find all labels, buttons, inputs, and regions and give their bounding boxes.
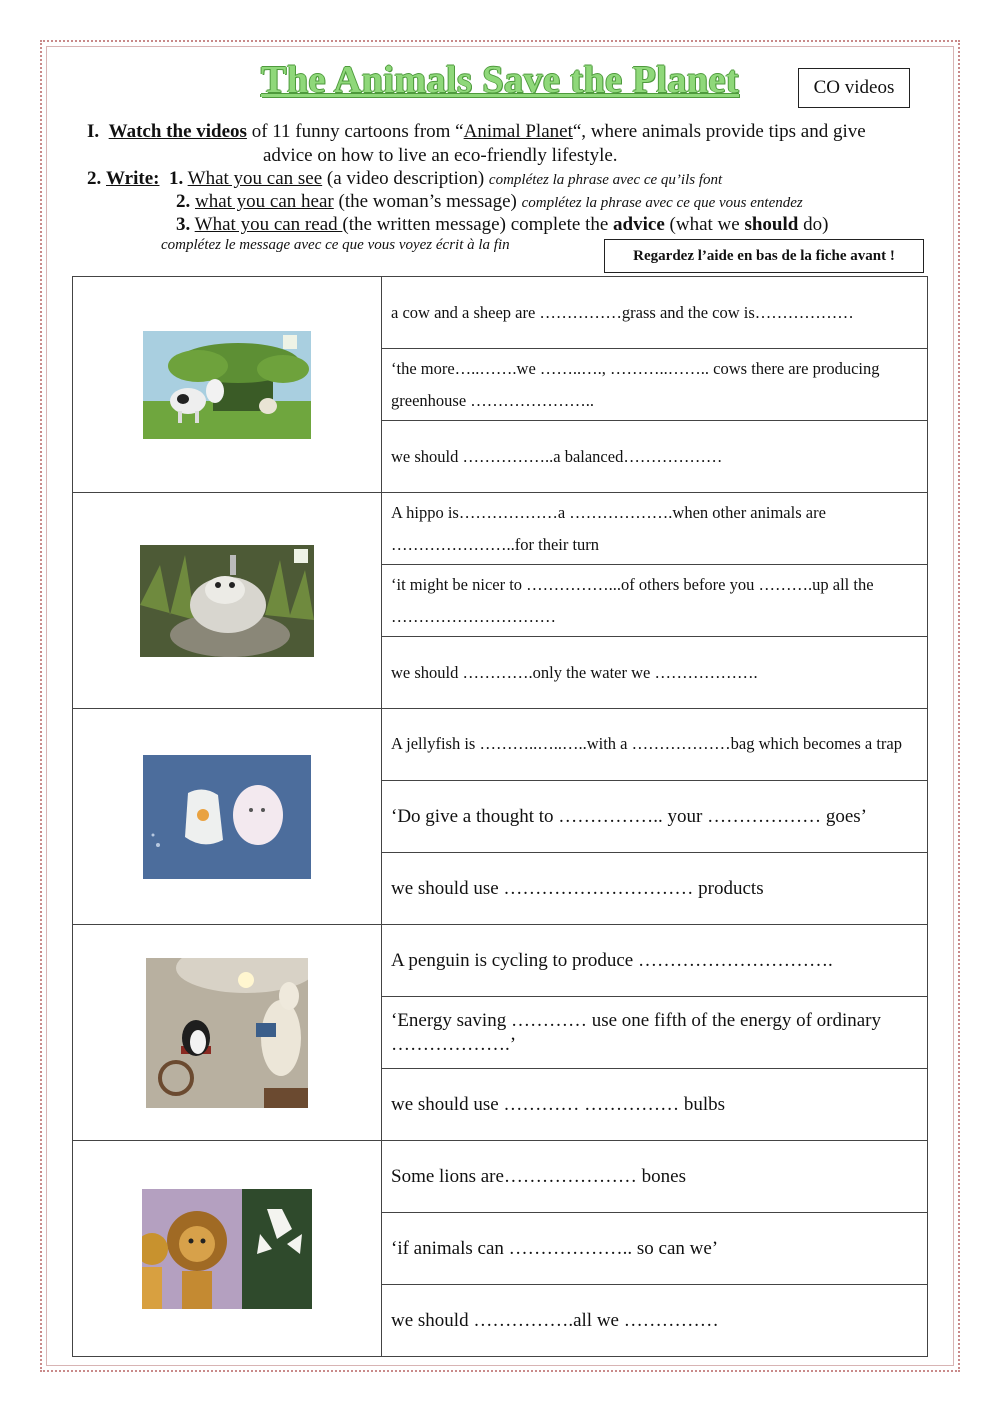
should-word: should xyxy=(744,214,799,235)
instruction-step2 xyxy=(176,191,803,213)
video-row xyxy=(73,1141,928,1213)
step3-text-3: do) xyxy=(798,214,829,235)
step1-label: What you can see xyxy=(187,168,323,189)
instruction-number: I. xyxy=(87,121,100,142)
co-videos-badge: CO videos xyxy=(798,68,910,108)
step1-number: 1. xyxy=(168,168,184,189)
cow-sheep-video-thumbnail xyxy=(143,331,311,439)
read-sentence: we should use ………………………… products xyxy=(382,853,928,925)
video-row xyxy=(73,277,928,349)
animal-planet-link: Animal Planet xyxy=(463,121,573,142)
step3-french: complétez le message avec ce que vous voyez écrit à la fin xyxy=(161,237,510,253)
penguin-video-thumbnail xyxy=(146,958,308,1108)
video-thumbnail-cell xyxy=(73,925,382,1141)
instruction-watch-line2: advice on how to live an eco-friendly lifestyle. xyxy=(263,145,618,166)
video-thumbnail-cell xyxy=(73,1141,382,1357)
watch-text: of 11 funny cartoons from “ xyxy=(246,121,464,142)
help-note-box: Regardez l’aide en bas de la fiche avant ! xyxy=(604,239,924,273)
hear-sentence: ‘Do give a thought to …………….. your ……………… goes’ xyxy=(382,781,928,853)
see-sentence: A penguin is cycling to produce …………………………. xyxy=(382,925,928,997)
read-sentence: we should ……………..a balanced……………… xyxy=(382,421,928,493)
read-sentence: we should ………….only the water we ………………. xyxy=(382,637,928,709)
instruction-write xyxy=(87,168,722,190)
read-sentence: we should …………….all we …………… xyxy=(382,1285,928,1357)
step2-label: what you can hear xyxy=(195,191,334,212)
video-row xyxy=(73,709,928,781)
jellyfish-video-thumbnail xyxy=(143,755,311,879)
step3-text-2: (what we xyxy=(664,214,745,235)
hear-sentence: ‘Energy saving ………… use one fifth of the energy of ordinary ……………….’ xyxy=(382,997,928,1069)
read-sentence: we should use ………… …………… bulbs xyxy=(382,1069,928,1141)
video-thumbnail-cell xyxy=(73,709,382,925)
write-number: 2. xyxy=(87,168,102,189)
step1-text: (a video description) xyxy=(322,168,489,189)
instruction-watch xyxy=(87,121,866,143)
watch-label: Watch the videos xyxy=(108,121,247,142)
advice-word: advice xyxy=(613,214,665,235)
see-sentence: Some lions are………………… bones xyxy=(382,1141,928,1213)
video-row xyxy=(73,925,928,997)
hear-sentence: ‘if animals can ……………….. so can we’ xyxy=(382,1213,928,1285)
step2-french: complétez la phrase avec ce que vous entendez xyxy=(521,195,803,211)
see-sentence: A hippo is………………a ……………….when other animals are …………………..for their turn xyxy=(382,493,928,565)
step3-label: What you can read xyxy=(194,214,343,235)
hear-sentence: ‘the more…..…….we ……..…., ………..…….. cows there are producing greenhouse ………………….. xyxy=(382,349,928,421)
hippo-video-thumbnail xyxy=(140,545,314,657)
worksheet-title: The Animals Save the Planet xyxy=(261,59,739,101)
hear-sentence: ‘it might be nicer to ……………...of others before you ……….up all the ………………………… xyxy=(382,565,928,637)
step2-number: 2. xyxy=(176,191,191,212)
video-row xyxy=(73,493,928,565)
see-sentence: a cow and a sheep are ……………grass and the cow is……………… xyxy=(382,277,928,349)
step2-text: (the woman’s message) xyxy=(333,191,522,212)
video-thumbnail-cell xyxy=(73,493,382,709)
see-sentence: A jellyfish is ………..…..…..with a ………………bag which becomes a trap xyxy=(382,709,928,781)
step3-number: 3. xyxy=(176,214,191,235)
write-label: Write: xyxy=(106,168,160,189)
video-thumbnail-cell xyxy=(73,277,382,493)
instruction-step3 xyxy=(176,214,828,236)
step1-french: complétez la phrase avec ce qu’ils font xyxy=(488,172,723,188)
worksheet-table xyxy=(72,276,928,1357)
step3-text: (the written message) complete the xyxy=(342,214,614,235)
watch-text-2: “, where animals provide tips and give xyxy=(572,121,866,142)
lions-video-thumbnail xyxy=(142,1189,312,1309)
